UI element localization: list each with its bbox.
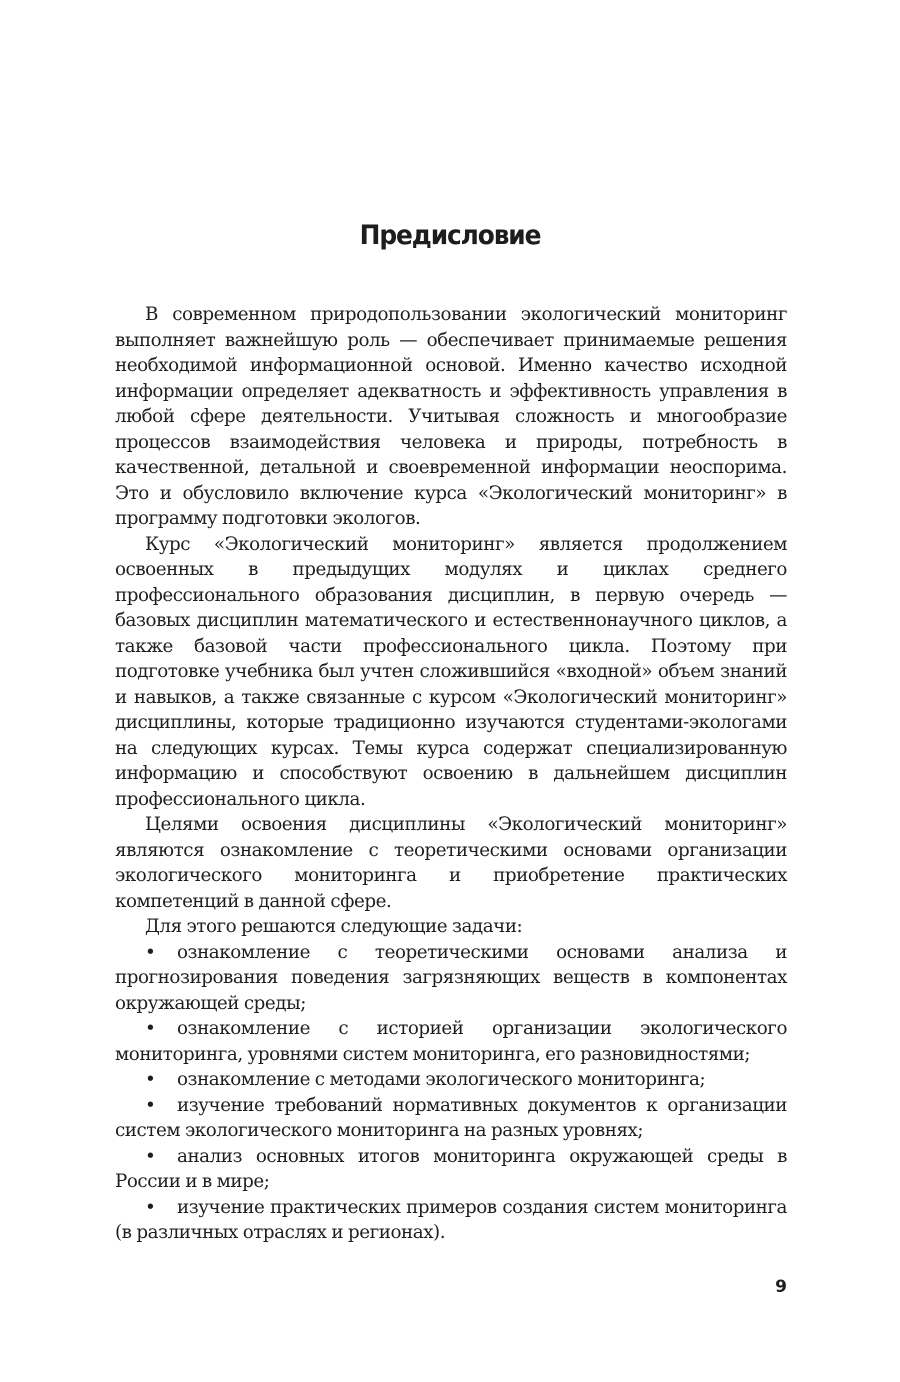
list-item (115, 1067, 787, 1093)
list-item (115, 1144, 787, 1195)
bullet-icon: • (145, 1094, 156, 1116)
list-item (115, 1195, 787, 1246)
list-item-text: ознакомление с теоретическими основами анализа и прогнозирования поведения загрязняющих веществ в компонентах окружающей среды; (115, 941, 787, 1014)
list-item-text: анализ основных итогов мониторинга окружающей среды в России и в мире; (115, 1145, 787, 1192)
bullet-icon: • (145, 1196, 156, 1218)
body-text (115, 302, 787, 1246)
bullet-icon: • (145, 1069, 156, 1090)
list-item-text: ознакомление с историей организации экологического мониторинга, уровнями систем мониторинга, его разновидностями; (115, 1018, 787, 1065)
list-item-text: ознакомление с методами экологического мониторинга; (177, 1069, 706, 1090)
bullet-icon: • (145, 1018, 156, 1039)
list-item-text: изучение требований нормативных документов к организации систем экологического мониторинга на разных уровнях; (115, 1094, 787, 1141)
paragraph-course: Курс «Экологический мониторинг» является продолжением освоенных в предыдущих модулях и циклах среднего профессионального образования дисциплин, в первую очередь — базовых дисциплин математического и естественнонаучного циклов, а также базовой части профессионального цикла. Поэтому при подготовке учебника был учтен сложившийся «входной» объем знаний и навыков, а также связанные с курсом «Экологический мониторинг» дисциплины, которые традиционно изучаются студентами-экологами на следующих курсах. Темы курса содержат специализированную информацию и способствуют освоению в дальнейшем дисциплин профессионального цикла. (115, 533, 787, 810)
paragraph-tasks-intro: Для этого решаются следующие задачи: (145, 916, 523, 937)
paragraph-goals: Целями освоения дисциплины «Экологический мониторинг» являются ознакомление с теоретическими основами организации экологического мониторинга и приобретение практических компетенций в данной сфере. (115, 814, 787, 912)
list-item (115, 1016, 787, 1067)
page-title: Предисловие (359, 220, 541, 251)
bullet-icon: • (145, 941, 156, 963)
page-number: 9 (775, 1277, 787, 1297)
list-item (115, 940, 787, 1017)
list-item-text: изучение практических примеров создания систем мониторинга (в различных отраслях и регионах). (115, 1196, 787, 1243)
bullet-icon: • (145, 1145, 156, 1167)
list-item (115, 1093, 787, 1144)
paragraph-intro: В современном природопользовании экологический мониторинг выполняет важнейшую роль — обеспечивает принимаемые решения необходимой информационной основой. Именно качество исходной информации определяет адекватность и эффективность управления в любой сфере деятельности. Учитывая сложность и многообразие процессов взаимодействия человека и природы, потребность в качественной, детальной и своевременной информации неоспорима. Это и обусловило включение курса «Экологический мониторинг» в программу подготовки экологов. (115, 304, 787, 529)
